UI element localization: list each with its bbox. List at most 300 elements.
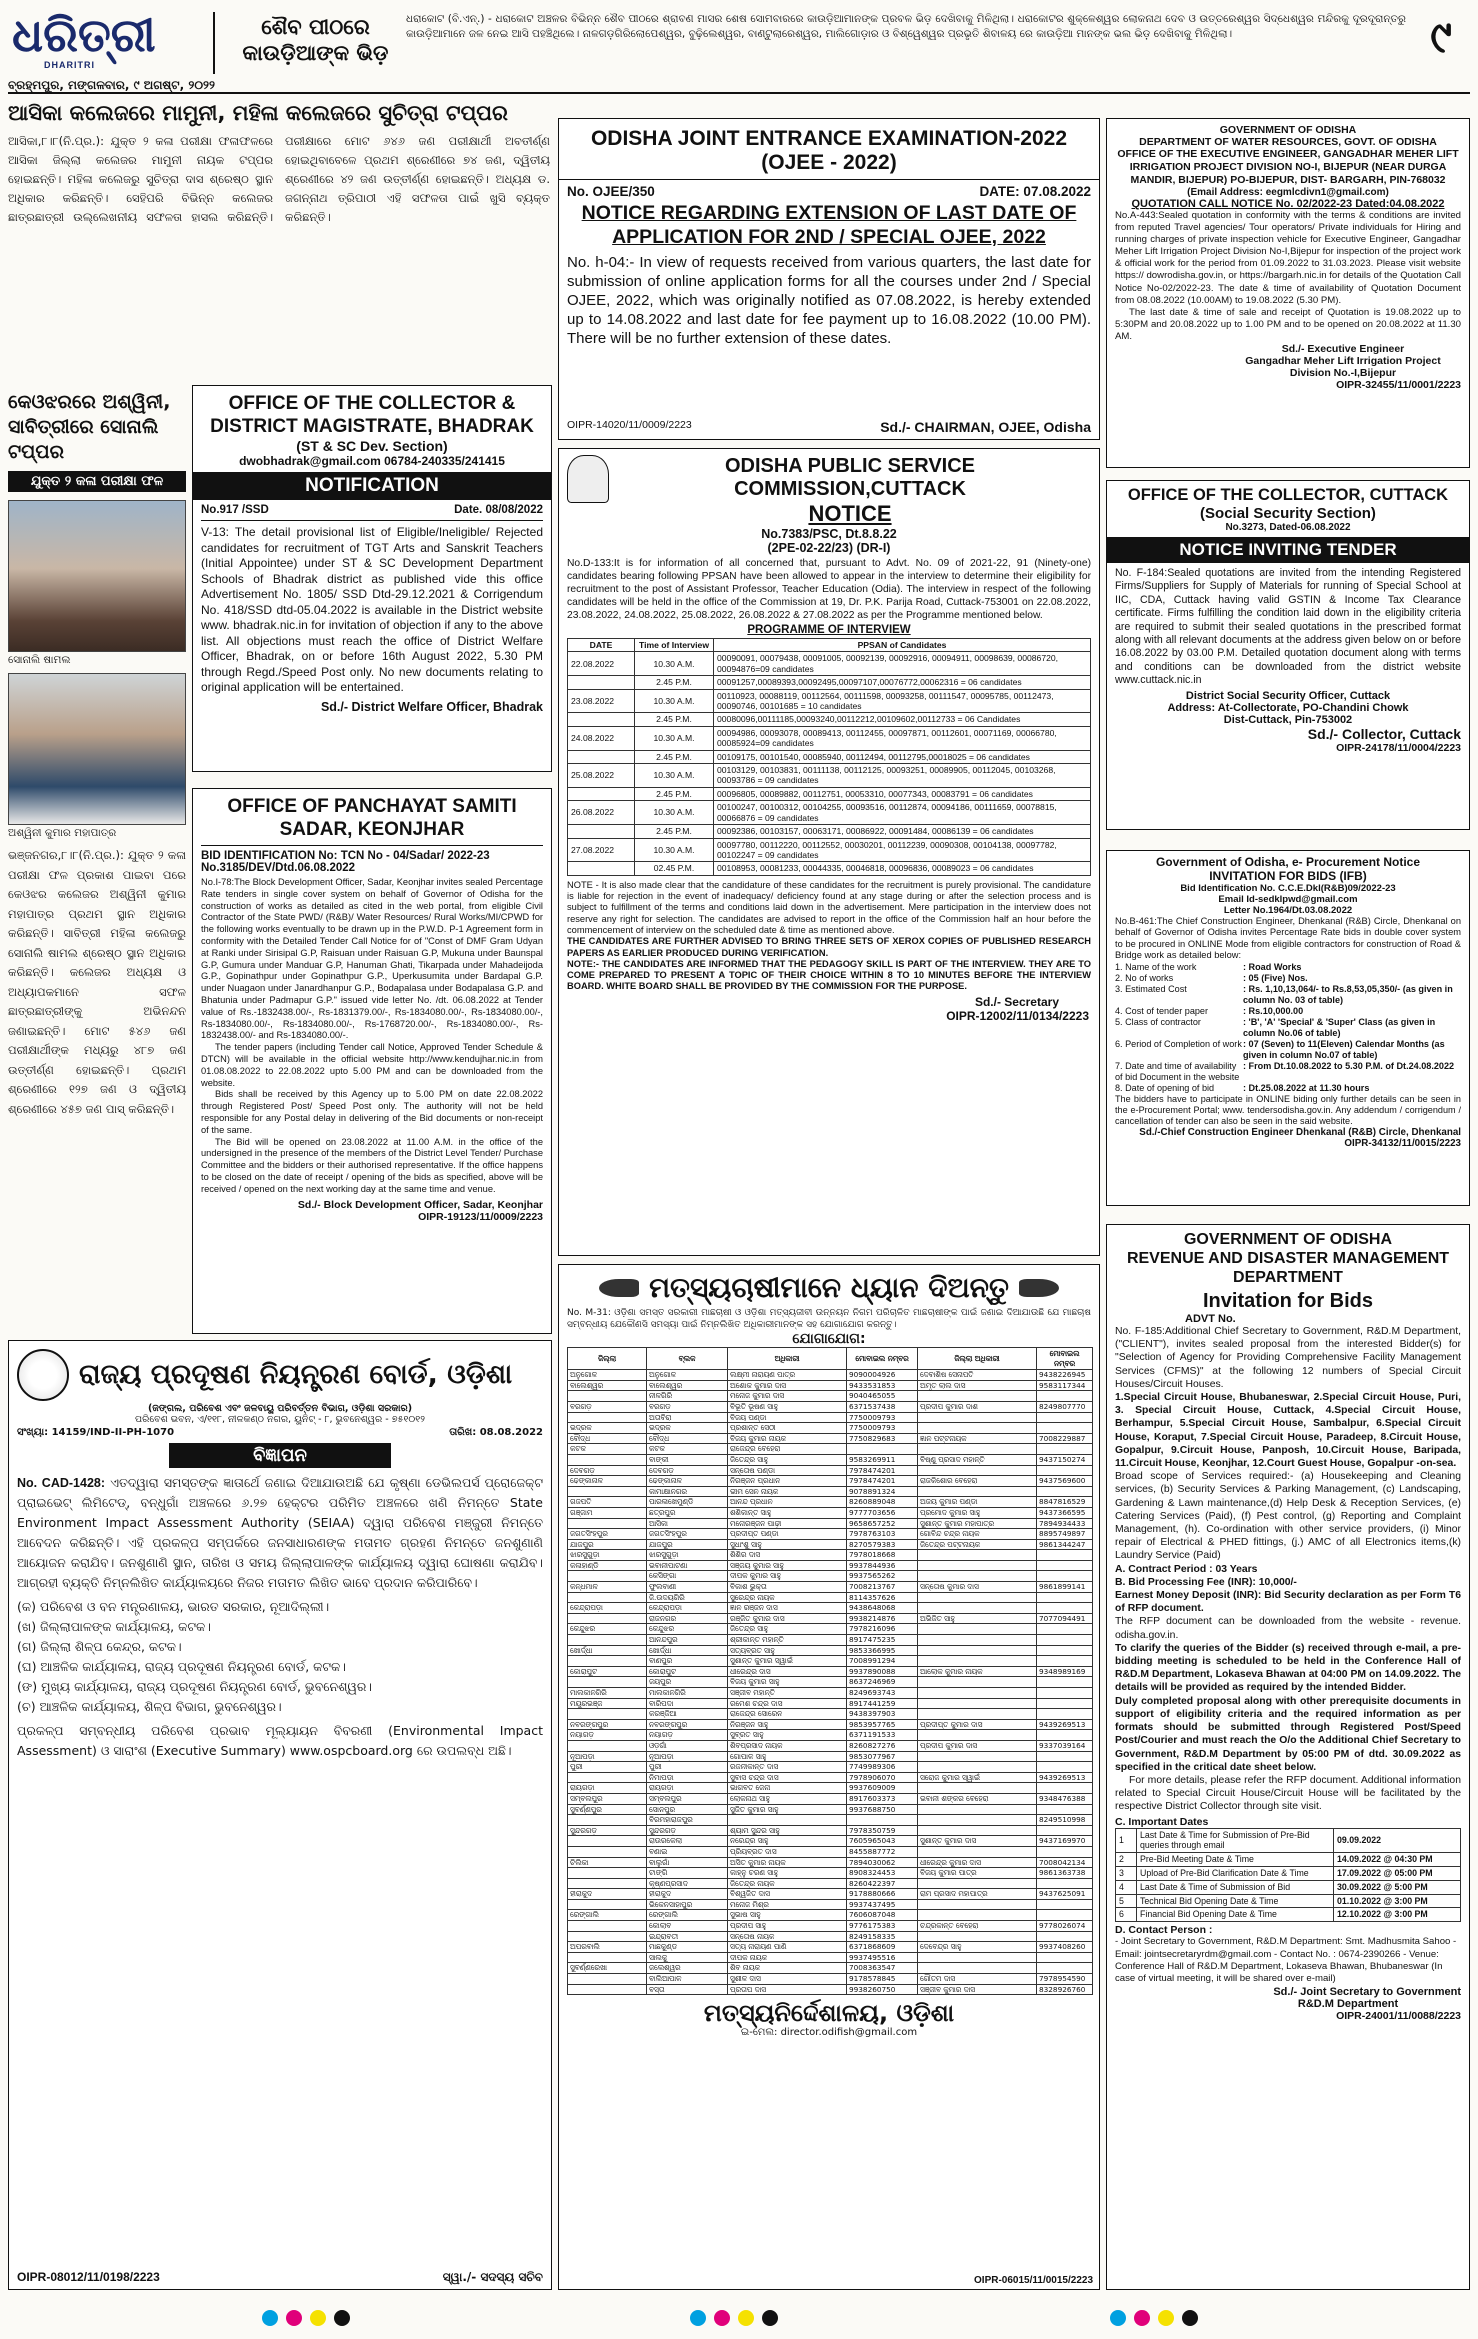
table-cell [918, 1444, 1037, 1455]
table-cell: 7008991294 [847, 1656, 918, 1667]
table-cell: ସୁଜିତ କୁମାର ସାହୁ [728, 1804, 847, 1815]
ad-opsc [558, 448, 1100, 1256]
magenta-dot [714, 2310, 730, 2326]
table-cell: 9937609009 [847, 1783, 918, 1794]
table-cell: 9040465055 [847, 1391, 918, 1402]
table-cell [918, 1688, 1037, 1699]
board-title: ରାଜ୍ୟ ପ୍ରଦୂଷଣ ନିୟନ୍ତ୍ରଣ ବୋର୍ଡ, ଓଡ଼ିଶା [79, 1359, 513, 1390]
table-cell: ଆଲୋକ କୁମାର ନାୟକ [918, 1666, 1037, 1677]
table-cell: ଓଡ଼ଗାଁ [647, 1740, 728, 1751]
table-cell: 9437625091 [1037, 1889, 1093, 1900]
emd: Earnest Money Deposit (INR): Bid Security declaration as per Form T6 of RFP document. [1115, 1590, 1461, 1615]
bid-id: Bid Identification No. C.C.E.Dkl(R&B)09/2022-23 [1180, 883, 1396, 894]
eproc-title: Government of Odisha, e- Procurement Notice [1155, 855, 1421, 869]
table-row [568, 1889, 1093, 1900]
table-cell [918, 1423, 1037, 1434]
table-cell: ଅଶୋକ କୁମାର ଦାସ [728, 1380, 847, 1391]
table-cell: 7978763103 [847, 1529, 918, 1540]
table-row [568, 1539, 1093, 1550]
signature: ସ୍ୱା./- ସଦସ୍ୟ ସଚିବ [442, 2270, 543, 2284]
table-cell [728, 1815, 847, 1826]
opsc-emblem [567, 455, 609, 503]
table-cell: 7606087048 [847, 1910, 918, 1921]
table-cell [1037, 1825, 1093, 1836]
table-cell: ନବରଙ୍ଗପୁର [647, 1719, 728, 1730]
table-row [568, 689, 1091, 713]
table-cell: ସୁଭାଷ ସାହୁ [728, 1910, 847, 1921]
table-cell: ଗଜପତି [568, 1497, 647, 1508]
teaser-title: ଶୈବ ପୀଠରେ କାଉଡ଼ିଆଙ୍କ ଭିଡ଼ [242, 15, 389, 65]
refer-note: For more details, please refer the RFP document. Additional information related to Special Circuit House/Circuit House will be facilitated by the respective District Collector through site visit. [1115, 1774, 1461, 1813]
cell-ppsan: 00103129, 00103831, 00111138, 00112125, 00093251, 00089905, 00112045, 00103268, 00093786 = 09 candidates [714, 764, 1091, 788]
table-cell [918, 1486, 1037, 1497]
table-cell [1037, 1391, 1093, 1402]
table-row [568, 1793, 1093, 1804]
table-cell: ଜିତେନ୍ଦ୍ର ସାହୁ [728, 1454, 847, 1465]
detail-row [1115, 1039, 1461, 1061]
table-row [568, 652, 1091, 676]
table-cell: ଅସିତ କୁମାର ନାୟକ [728, 1857, 847, 1868]
cell-time: 2.45 P.M. [635, 676, 714, 689]
table-row [568, 1751, 1093, 1762]
detail-row [1115, 984, 1461, 1006]
table-cell: ପୁରୀ [568, 1762, 647, 1773]
ojee-title: ODISHA JOINT ENTRANCE EXAMINATION-2022 [590, 127, 1068, 150]
table-cell [918, 1963, 1037, 1974]
table-cell: 8917603373 [847, 1793, 918, 1804]
table-row [568, 1454, 1093, 1465]
table-cell [568, 1656, 647, 1667]
table-cell: ସୁରେନ୍ଦ୍ର ନାୟକ [728, 1592, 847, 1603]
programme-title: PROGRAMME OF INTERVIEW [747, 624, 911, 636]
student-photo-2 [8, 673, 186, 825]
tender-body-4: The Bid will be opened on 23.08.2022 at 11.00 A.M. in the office of the undersigned in the presence of the members of the District Level Tender/ Purchase Committee and the bidders or their authorised representative. If the office happens to be closed on the date of receipt / opening of the bids as specified, above will be received / opened on the next working day at the same time and venue. [201, 1136, 543, 1194]
table-cell: କେନ୍ଦ୍ରାପଡ଼ା [647, 1603, 728, 1614]
table-cell: ସୁନ୍ଦରଗଡ଼ [647, 1825, 728, 1836]
sub-line-1: (ଜଙ୍ଗଲ, ପରିବେଶ ଏବଂ ଜଳବାୟୁ ପରିବର୍ତ୍ତନ ବିଭାଗ, ଓଡ଼ିଶା ସରକାର) [147, 1403, 413, 1414]
cell-ppsan: 00109175, 00101540, 00085940, 00112494, 00112795,00018025 = 06 candidates [714, 750, 1091, 763]
table-row [568, 1550, 1093, 1561]
ospcb-logo [17, 1349, 69, 1401]
table-cell: ଶିବପ୍ରସାଦ ନାୟକ [728, 1740, 847, 1751]
table-cell: ଢେଙ୍କାନାଳ [647, 1476, 728, 1487]
table-row [1116, 1828, 1461, 1853]
table-cell [568, 1613, 647, 1624]
table-cell: ମୟୂରଭଞ୍ଜ [568, 1698, 647, 1709]
cell-time: 02.45 P.M. [635, 862, 714, 875]
table-cell: ସଞ୍ଜୀବ ମହାନ୍ତି [728, 1688, 847, 1699]
table-cell [918, 1730, 1037, 1741]
notice-body: V-13: The detail provisional list of Eligible/Ineligible/ Rejected candidates for recruitment of TGT Arts and Sanskrit Teachers (Initial Appointee) under ST & SC Development Department Schools of Bhadrak district as published vide this office Advertisement No. 1805/ SSD Dtd-29.12.2021 & Corrigendum No. 418/SSD dtd-05.04.2022 is available in the District website www. bhadrak.nic.in for invitation of objection if any to the above list. All objections must reach the office of District Welfare Officer, Bhadrak, on or before 16th August 2022, 5.30 PM through Regd./Speed Post only. No new documents relating to original application will be entertained. [201, 525, 543, 694]
table-cell: ପ୍ରଦୀପ କୁମାର ଦାସ [918, 1740, 1037, 1751]
table-cell: 7978018668 [847, 1550, 918, 1561]
ad-ospcb [8, 1340, 552, 2290]
result-label: ଯୁକ୍ତ ୨ କଳା ପରୀକ୍ଷା ଫଳ [8, 471, 186, 492]
table-cell: ସୋନପୁର [647, 1804, 728, 1815]
fish-banner: ମତ୍ସ୍ୟଚାଷୀମାନେ ଧ୍ୟାନ ଦିଅନ୍ତୁ [559, 1265, 1099, 1307]
table-cell: ଆନନ୍ଦ ପ୍ରଧାନ [728, 1497, 847, 1508]
table-cell [568, 1984, 647, 1995]
table-cell: କାମାକ୍ଷାନଗର [647, 1486, 728, 1497]
cell-time: 10.30 A.M. [635, 652, 714, 676]
table-cell: କଳାହାଣ୍ଡି [568, 1560, 647, 1571]
cell-time: 10.30 A.M. [635, 689, 714, 713]
table-cell: 7894030062 [847, 1857, 918, 1868]
table-cell: ଅଜୟ କୁମାର ପଣ୍ଡା [918, 1497, 1037, 1508]
table-cell: କେନ୍ଦୁଝର [647, 1624, 728, 1635]
office-list: (କ) ପରିବେଶ ଓ ବନ ମନ୍ତ୍ରଣାଳୟ, ଭାରତ ସରକାର, ନୂଆଦିଲ୍ଲୀ। (ଖ) ଜିଲ୍ଲାପାଳଙ୍କ କାର୍ଯ୍ୟାଳୟ, କଟକ। (ଗ) ଜିଲ୍ଲା ଶିଳ୍ପ କେନ୍ଦ୍ର, କଟକ। (ଘ) ଆଞ୍ଚଳିକ କାର୍ଯ୍ୟାଳୟ, ରାଜ୍ୟ ପ୍ରଦୂଷଣ ନିୟନ୍ତ୍ରଣ ବୋର୍ଡ, କଟକ। (ଙ) ମୁଖ୍ୟ କାର୍ଯ୍ୟାଳୟ, ରାଜ୍ୟ ପ୍ରଦୂଷଣ ନିୟନ୍ତ୍ରଣ ବୋର୍ଡ, ଭୁବନେଶ୍ୱର। (ଚ) ଆଞ୍ଚଳିକ କାର୍ଯ୍ୟାଳୟ, ଶିଳ୍ପ ବିଭାଗ, ଭୁବନେଶ୍ୱର। [17, 1599, 372, 1714]
table-cell [918, 1571, 1037, 1582]
contact-table [567, 1347, 1093, 1995]
table-cell: କେସିଙ୍ଗା [647, 1571, 728, 1582]
table-row [568, 1613, 1093, 1624]
table-cell: ବିଭୂତି ଭୂଷଣ ସାହୁ [728, 1401, 847, 1412]
table-cell: ସୁଧାଂଶୁ ସାହୁ [728, 1539, 847, 1550]
table-cell: ସମ୍ବଲପୁର [568, 1793, 647, 1804]
table-cell: 6371537438 [847, 1401, 918, 1412]
detail-value: : Rs. 1,10,13,064/- to Rs.8,53,05,350/- (as given in column No. 03 of table) [1243, 983, 1453, 1005]
table-cell: 8637246969 [847, 1677, 918, 1688]
table-cell: 8917475235 [847, 1635, 918, 1646]
table-cell [918, 1751, 1037, 1762]
fish-footer: ମତ୍ସ୍ୟନିର୍ଦ୍ଦେଶାଳୟ, ଓଡ଼ିଶା [703, 1999, 955, 2028]
table-cell [1037, 1963, 1093, 1974]
table-cell [1037, 1688, 1093, 1699]
news-body: ଆସିକା,୮।୮(ନି.ପ୍ର.): ଯୁକ୍ତ ୨ କଳା ପରୀକ୍ଷା ଫଳାଫଳରେ ଆସିକା ଜିଲ୍ଲା କଲେଜର ମାମୁନୀ ନାୟକ ଟପ୍ପର ହୋଇଛନ୍ତି। ମହିଳା କଲେଜରୁ ସୁଚିତ୍ରା ଦାସ ଶ୍ରେଷ୍ଠ ସ୍ଥାନ ଅଧିକାର କରିଛନ୍ତି। ସେହିପରି ବିଭିନ୍ନ କଲେଜର ଛାତ୍ରଛାତ୍ରୀ ଉଲ୍ଲେଖନୀୟ ସଫଳତା ହାସଲ କରିଛନ୍ତି। ପରୀକ୍ଷାରେ ମୋଟ ୬୪୬ ଜଣ ପରୀକ୍ଷାର୍ଥୀ ଅବତୀର୍ଣ୍ଣ ହୋଇଥିବାବେଳେ ପ୍ରଥମ ଶ୍ରେଣୀରେ ୭୪ ଜଣ, ଦ୍ୱିତୀୟ ଶ୍ରେଣୀରେ ୪୨ ଜଣ ଉତ୍ତୀର୍ଣ୍ଣ ହୋଇଛନ୍ତି। ଅଧ୍ୟକ୍ଷ ଡ. ଜଗନ୍ନାଥ ତ୍ରିପାଠୀ ଏହି ସଫଳତା ପାଇଁ ଖୁସି ବ୍ୟକ୍ତ କରିଛନ୍ତି। [8, 134, 550, 224]
table-cell: ବସ୍ତା [647, 1984, 728, 1995]
table-cell: ଭବାନୀପାଟଣା [647, 1560, 728, 1571]
table-cell [918, 1899, 1037, 1910]
table-header: DATE [568, 639, 635, 652]
table-cell [1037, 1878, 1093, 1889]
table-cell [918, 1550, 1037, 1561]
prebid-note: To clarify the queries of the Bidder (s) received through e-mail, a pre-bidding meeting is scheduled to be held in the Conference Hall of R&D.M Department, Lokaseva Bhawan at 04:00 PM on 14.09.2022. The details will be provided as required by the intended Bidder. [1115, 1642, 1461, 1694]
table-cell: ବୌଦ୍ଧ [568, 1433, 647, 1444]
ref-no: No.917 /SSD [201, 504, 269, 516]
table-header: ଜିଲ୍ଲା [568, 1348, 647, 1370]
advertisement-bar: ବିଜ୍ଞାପନ [169, 1443, 391, 1468]
table-cell: ଗୋପାଳ ସାହୁ [728, 1751, 847, 1762]
table-cell: ନିରଞ୍ଜନ ସାହୁ [728, 1719, 847, 1730]
table-cell: କୋଲାବ [647, 1921, 728, 1932]
table-cell: ରଞ୍ଜିତ କୁମାର ଦାସ [728, 1613, 847, 1624]
table-cell: ବରଗଡ଼ [568, 1401, 647, 1412]
table-cell: ଦେବେନ୍ଦ୍ର ସାହୁ [918, 1942, 1037, 1953]
detail-key: 3. Estimated Cost [1115, 983, 1187, 994]
table-cell: ଯାଜପୁର [647, 1539, 728, 1550]
table-cell [1037, 1846, 1093, 1857]
table-cell [568, 1592, 647, 1603]
gov-title: GOVERNMENT OF ODISHA [1219, 124, 1357, 136]
table-cell: ସୁଶାନ୍ତ କୁମାର ସ୍ୱାଇଁ [728, 1656, 847, 1667]
table-row [568, 750, 1091, 763]
table-cell: କଟକ [647, 1444, 728, 1455]
table-row [568, 1560, 1093, 1571]
detail-row [1115, 1061, 1461, 1083]
table-cell: 7750009793 [847, 1412, 918, 1423]
table-cell [918, 1412, 1037, 1423]
table-cell [568, 1878, 647, 1889]
table-cell: ଝାରସୁଗୁଡ଼ା [647, 1550, 728, 1561]
address-line-2: Address: At-Collectorate, PO-Chandini Chowk [1167, 701, 1409, 714]
table-cell [568, 1412, 647, 1423]
table-cell: ସତ୍ୟବ୍ରତ ସାହୁ [728, 1645, 847, 1656]
ref-no: No.3185/DEV/Dtd.06.08.2022 [201, 862, 356, 874]
office-title: OFFICE OF THE COLLECTOR, CUTTACK [1127, 486, 1449, 504]
table-row [568, 1730, 1093, 1741]
table-cell [568, 1931, 647, 1942]
table-cell [568, 1836, 647, 1847]
table-cell [1037, 1762, 1093, 1773]
table-cell: ଜୟପୁର [647, 1677, 728, 1688]
table-header: ବ୍ଲକ [647, 1348, 728, 1370]
dept-title: REVENUE AND DISASTER MANAGEMENT DEPARTMENT [1126, 1250, 1450, 1286]
table-cell: ଜ୍ଞାନ ରଞ୍ଜନ ଦାସ [728, 1603, 847, 1614]
table-cell: ପୁରୀ [647, 1762, 728, 1773]
detail-row [1115, 973, 1461, 984]
table-cell: କେନ୍ଦ୍ରାପଡ଼ା [568, 1603, 647, 1614]
email: Email Id-sedklpwd@gmail.com [1218, 894, 1358, 905]
rfp-note: The RFP document can be downloaded from the website - revenue. odisha.gov.in. [1115, 1616, 1461, 1641]
cell-date: 23.08.2022 [568, 689, 635, 713]
table-cell: ଦୀପକ କୁମାର ସାହୁ [728, 1571, 847, 1582]
ref-date: Date. 08/08/2022 [454, 504, 543, 516]
table-cell [918, 1698, 1037, 1709]
table-cell: 8249158335 [847, 1931, 918, 1942]
oipr: OIPR-14020/11/0009/2223 [567, 419, 692, 431]
table-cell: 9348476388 [1037, 1793, 1093, 1804]
table-cell: ଯାଜପୁର [568, 1539, 647, 1550]
table-cell: ଫୁଲବାଣୀ [647, 1582, 728, 1593]
table-cell: ଭାଗବତ ଜେନା [728, 1783, 847, 1794]
table-cell: ନୟାଗଡ଼ [568, 1730, 647, 1741]
table-cell: ସନ୍ତୋଷ ପଣ୍ଡା [728, 1465, 847, 1476]
table-cell [918, 1931, 1037, 1942]
cell-no: 2 [1116, 1853, 1137, 1867]
table-cell [1037, 1698, 1093, 1709]
processing-fee: B. Bid Processing Fee (INR): 10,000/- [1115, 1576, 1297, 1588]
table-cell: 9438226945 [1037, 1370, 1093, 1381]
cell-no: 3 [1116, 1866, 1137, 1880]
table-cell: 6371868609 [847, 1942, 918, 1953]
table-cell: ସଞ୍ଜୀବ କୁମାର ଦାସ [918, 1984, 1037, 1995]
table-cell: 7978954590 [1037, 1974, 1093, 1985]
lead-no: No. CAD-1428: [17, 1476, 106, 1490]
advt-no: ADVT No. [1185, 1313, 1236, 1325]
table-cell [918, 1603, 1037, 1614]
table-cell: ସୁବର୍ଣ୍ଣପୁର [568, 1804, 647, 1815]
table-cell: 9938214876 [847, 1613, 918, 1624]
table-cell: ନିମାପଡ଼ା [647, 1772, 728, 1783]
notice-body: No.B-461:The Chief Construction Engineer, Dhenkanal (R&B) Circle, Dhenkanal on behalf of Governor of Odisha invites Percentage Rate bids in double cover system to be procured in ONLINE Mode from eligible contractors for construction of Road & Bridge work as detailed below: [1115, 916, 1461, 961]
table-cell: ଜ୍ଞାନ ପଟ୍ଟନାୟକ [918, 1433, 1037, 1444]
ad-bhadrak [192, 385, 552, 772]
photo-caption-1: ସୋନାଲି ଷାମଲ [8, 654, 71, 666]
table-cell: କନ୍ଧମାଳ [568, 1582, 647, 1593]
table-row [1116, 1894, 1461, 1908]
table-cell: ରାଜେନ୍ଦ୍ର ବେହେରା [728, 1444, 847, 1455]
cell-date: 24.08.2022 [568, 726, 635, 750]
address-line-3: Dist-Cuttack, Pin-753002 [1223, 713, 1353, 726]
fish-icon [1019, 1279, 1059, 1297]
tender-body-2: The tender papers (including Tender call Notice, Approved Tender Schedule & DTCN) will be available in the official website http://www.kendujhar.nic.in from 01.08.08.2022 to 22.08.2022 upto 5.00 PM and can be downloaded from the website. [201, 1042, 543, 1088]
table-cell: ରାଜକିଶୋର ବେହେରା [918, 1476, 1037, 1487]
table-row [568, 1486, 1093, 1497]
tender-body: No.I-78:The Block Development Officer, Sadar, Keonjhar invites sealed Percentage Rate tenders in single cover system on behalf of Governor of Odisha for the construction of works as detailed as cited in the web portal, from eligible Civil Contractor of the State PWD/ (R&B)/ Water Resources/ Rural Works/MI/CPWD for the following works eventually to be drawn up in the P.W.D. P-1 Agreement form in conformity with the Detailed Tender Call Notice for of "Const of DMF Gram Udyan at Ranki under Sirisipal G.P, Raisuan under Raisuan G.P, Mukuna under Baunspal G.P, Gumura under Manduar G.P, Hanuman Ghati, Tikarpada under Mahadeijoda G.P., Gopinathpur under Gopinathpur G.P., Uperkusumita under Bardapal G.P. under Nuagaon under Janardhanpur G.P., Bodapalasa under Bodapalasa G.P. and Bhatunia under Padmapur G.P." issued vide letter No. /dt. 06.08.2022 at Tender value of Rs.-1832438.00/-, Rs-1831379.00/-, Rs-1834080.00/-, Rs-1834080.00/-, Rs-1834080.00/-, Rs-1834080.00/-, Rs-1768720.00/-, Rs-1834080.00/-, Rs-1832438.00/- and Rs-1834080.00/-. [201, 877, 543, 1041]
table-row [568, 1518, 1093, 1529]
contact-details: - Joint Secretary to Government, R&D.M Department: Smt. Madhusmita Sahoo - Email: jointsecretaryrdm@gmail.com - Contact No. : 0674-2390266 - Venue: Conference Hall of R&D.M Department, Lokaseva Bhawan, Bhubaneswar (In case of virtual meeting, it will be shared over e-mail) [1115, 1936, 1457, 1985]
table-cell: 9438397903 [847, 1709, 918, 1720]
registration-marks [0, 2300, 1478, 2336]
table-row [568, 1571, 1093, 1582]
table-cell: ରମେଶ ଚନ୍ଦ୍ର ଦାସ [728, 1698, 847, 1709]
cell-date: 25.08.2022 [568, 764, 635, 788]
oipr: OIPR-32455/11/0001/2223 [1336, 379, 1461, 392]
table-cell: 8249693743 [847, 1688, 918, 1699]
cell-time: 10.30 A.M. [635, 764, 714, 788]
cell-ppsan: 00091257,00089393,00092495,00097107,00076772,00062316 = 06 candidates [714, 676, 1091, 689]
table-cell [918, 1592, 1037, 1603]
table-cell [568, 1391, 647, 1402]
table-cell: 8328926760 [1037, 1984, 1093, 1995]
table-cell: ବିରମହାରାଜପୁର [647, 1815, 728, 1826]
fish-icon [599, 1279, 639, 1297]
table-cell: 7978474201 [847, 1476, 918, 1487]
table-row [568, 1698, 1093, 1709]
cell-date [568, 676, 635, 689]
table-row [568, 1582, 1093, 1593]
table-cell: ଲୋକନାଥ ସାହୁ [728, 1793, 847, 1804]
table-cell [918, 1783, 1037, 1794]
table-cell: ରାମ ପ୍ରସାଦ ମହାପାତ୍ର [918, 1889, 1037, 1900]
table-cell [1037, 1444, 1093, 1455]
table-cell: ଆସିକା [647, 1518, 728, 1529]
table-cell: ଜଗତସିଂହପୁର [647, 1529, 728, 1540]
note-1: NOTE - It is also made clear that the candidature of these candidates for the recruitment is purely provisional. The candidature is liable for rejection in the event of inadequacy/ deficiency found at any stage during or after the selection process and is subject to fulfillment of the terms and conditions laid down in the advertisement. Mere participation in the interview does not reserve any right for selection. The candidates are advised to report in the office of the Commission half an hour before the commencement of interview on the scheduled date & time as mentioned above. [567, 879, 1091, 935]
table-cell: ହୀରାକୁଦ [568, 1889, 647, 1900]
notice-body: No. h-04:- In view of requests received from various quarters, the last date for submission of online application forms for all the courses under 2nd / Special OJEE, 2022, which was originally notified as 07.08.2022, is hereby extended up to 14.08.2022 and last date for fee payment up to 16.08.2022 (10.00 PM). There will be no further extension of these dates. [567, 254, 1091, 347]
news-keonjhar [8, 390, 186, 1334]
table-cell: ନବରଙ୍ଗପୁର [568, 1719, 647, 1730]
detail-value: : 'B', 'A' 'Special' & 'Super' Class (as given in column No.06 of table) [1243, 1016, 1436, 1038]
cell-ppsan: 00096805, 00089882, 00112751, 00053310, 00077343, 00083791 = 06 candidates [714, 787, 1091, 800]
cell-time: 2.45 P.M. [635, 750, 714, 763]
table-cell: 9937844936 [847, 1560, 918, 1571]
table-row [568, 1952, 1093, 1963]
signature-office: Gangadhar Meher Lift Irrigation Project Division No.-I,Bijepur [1245, 355, 1441, 380]
office-title: OFFICE OF PANCHAYAT SAMITI SADAR, KEONJHAR [227, 796, 517, 840]
table-cell: ଦେବଗଡ଼ [568, 1465, 647, 1476]
table-cell: 9437150274 [1037, 1454, 1093, 1465]
cell-date: 26.08.2022 [568, 801, 635, 825]
cell-event: Technical Bid Opening Date & Time [1137, 1894, 1334, 1908]
table-row [568, 1815, 1093, 1826]
detail-key: 7. Date and time of availability of bid Document in the website [1115, 1060, 1240, 1082]
table-cell: 9178578845 [847, 1974, 918, 1985]
table-cell: ବିଜୟ କୁମାର ନାୟକ [728, 1433, 847, 1444]
fish-intro: No. M-31: ଓଡ଼ିଶା ସମସ୍ତ ସରକାରୀ ମାଛଚାଷୀ ଓ ଓଡ଼ିଶା ମତ୍ସ୍ୟଜୀବୀ ଉନ୍ନୟନ ନିଗମ ପରିଚାଳିତ ମାଛଚାଷୀଙ୍କ ପାଇଁ ଜଣାଇ ଦିଆଯାଉଛି ଯେ ମାଛଚାଷ ସମ୍ବନ୍ଧୀୟ ଯେକୌଣସି ସମସ୍ୟା ପାଇଁ ନିମ୍ନଲିଖିତ ଅଧିକାରୀମାନଙ୍କ ସହ ଯୋଗାଯୋଗ କରନ୍ତୁ। [567, 1308, 1091, 1330]
table-cell [1037, 1709, 1093, 1720]
cell-ppsan: 00108953, 00081233, 00044335, 00046818, 00096836, 00089023 = 06 candidates [714, 862, 1091, 875]
table-cell: ଅନୁଗୋଳ [647, 1370, 728, 1381]
table-cell: 8260889048 [847, 1497, 918, 1508]
office-title: OFFICE OF THE EXECUTIVE ENGINEER, GANGADHAR MEHER LIFT IRRIGATION PROJECT DIVISION NO-I, BIJEPUR (NEAR DURGA MANDIR, BIJEPUR) PO-BIJEPUR, DIST- BARGARH, PIN-768032 [1117, 148, 1459, 186]
table-cell: 9090004926 [847, 1370, 918, 1381]
ref-no: ସଂଖ୍ୟା: 14159/IND-II-PH-1070 [17, 1427, 175, 1438]
table-cell [918, 1825, 1037, 1836]
table-row [568, 1963, 1093, 1974]
table-cell: 9853366995 [847, 1645, 918, 1656]
table-cell: ବିଜୟ କୁମାର ସାହୁ [728, 1677, 847, 1688]
address-line-1: District Social Security Officer, Cuttack [1185, 689, 1391, 702]
table-cell: 7008229887 [1037, 1433, 1093, 1444]
table-cell [1037, 1571, 1093, 1582]
oipr: OIPR-24178/11/0004/2223 [1336, 741, 1461, 754]
table-cell [918, 1804, 1037, 1815]
ad-keonjhar-tender [192, 788, 552, 1334]
table-cell [1037, 1730, 1093, 1741]
teaser-body: ଧରାକୋଟ (ବି.ଏନ୍.) - ଧରାକୋଟ ଅଞ୍ଚଳର ବିଭିନ୍ନ ଶୈବ ପୀଠରେ ଶ୍ରାବଣ ମାସର ଶେଷ ସୋମବାରରେ କାଉଡ଼ିଆମାନଙ୍କ ପ୍ରବଳ ଭିଡ଼ ଦେଖିବାକୁ ମିଳିଥିଲା। ଧରାକୋଟର ଶୁକ୍ଳେଶ୍ୱର ଲୋକନାଥ ଦେବ ଓ ଉତ୍ତରେଶ୍ୱର ସିଦ୍ଧେଶ୍ୱର ମନ୍ଦିରକୁ ଦୂରଦୂରାନ୍ତରୁ କାଉଡ଼ିଆମାନେ ଜଳ ନେଇ ଆସି ପହଞ୍ଚିଥିଲେ। ନାଳଗଡ଼ଗିରିଲୋପେଶ୍ୱର, ବୁଢ଼ିଲେଶ୍ୱର, ବାଣ୍ଟୁଲାରେଶ୍ୱର, ମାଲିଗୋଡ଼ାର ଓ ବିଶ୍ୱେଶ୍ୱର ପ୍ରଭୃତି ଶିବାଳୟ ରେ କାଉଡ଼ିଆ ମାନଙ୍କ ଭଲ ଭିଡ଼ ଦେଖିବାକୁ ମିଳିଥିଲା। [406, 13, 1406, 40]
table-row [1116, 1866, 1461, 1880]
cyan-dot [690, 2310, 706, 2326]
table-cell: 8249807770 [1037, 1401, 1093, 1412]
dates-heading: C. Important Dates [1115, 1815, 1209, 1828]
table-cell: ଶଶିକାନ୍ତ ସାହୁ [728, 1507, 847, 1518]
detail-value: : Rs.10,000.00 [1243, 1005, 1304, 1016]
cell-date [568, 862, 635, 875]
ad-ojee [558, 118, 1100, 440]
signature: Sd./- Block Development Officer, Sadar, Keonjhar [297, 1198, 543, 1211]
table-cell: ସୁଶାନ୍ତ କୁମାର ଦାସ [918, 1836, 1037, 1847]
cell-ppsan: 00100247, 00100312, 00104255, 00093516, 00112874, 00094186, 00111659, 00078815, 00066876 = 09 candidates [714, 801, 1091, 825]
table-cell: 9937565262 [847, 1571, 918, 1582]
cell-date: 30.09.2022 @ 5:00 PM [1334, 1880, 1461, 1894]
table-cell: ବରଗଡ଼ [647, 1401, 728, 1412]
table-cell [568, 1454, 647, 1465]
table-cell: 7077094491 [1037, 1613, 1093, 1624]
table-cell: ମନୋରଞ୍ଜନ ପାଢ଼ୀ [728, 1518, 847, 1529]
table-cell [847, 1815, 918, 1826]
ad-dhenkanal [1106, 850, 1470, 1206]
circuit-houses: 1.Special Circuit House, Bhubaneswar, 2.Special Circuit House, Puri, 3. Special Circuit House, Cuttack, 4.Special Circuit House, Berhampur, 5.Special Circuit House, Sambalpur, 6.Special Circuit House, Koraput, 7.Special Circuit House, Paradeep, 8.Circuit House, Gopalpur, 9.Circuit House, Panposh, 10.Circuit House, Baripada, 11.Circuit House, Keonjhar, 12.Court Guest House, Gopalpur -on-sea. [1115, 1392, 1461, 1470]
table-cell [1037, 1550, 1093, 1561]
notice-body-2: The bidders have to participate in ONLINE biding only further details can be seen in the e-Procurement Portal; www. tendersodisha.gov.in. Any addendum / corrigendum / cancellation of tender can also be seen in the said website. [1115, 1093, 1461, 1126]
table-cell [1037, 1423, 1093, 1434]
table-cell: 9583117344 [1037, 1380, 1093, 1391]
table-cell: ବଣାଇ [647, 1846, 728, 1857]
cell-ppsan: 00080096,00111185,00093240,00112212,00109602,00112733 = 06 Candidates [714, 713, 1091, 726]
table-row [568, 1688, 1093, 1699]
table-cell: ସୁଶାନ୍ତ କୁମାର ମହାପାତ୍ର [918, 1518, 1037, 1529]
cell-event: Pre-Bid Meeting Date & Time [1137, 1853, 1334, 1867]
table-cell [568, 1974, 647, 1985]
ojee-subtitle: (OJEE - 2022) [761, 151, 897, 174]
cell-no: 4 [1116, 1880, 1137, 1894]
table-cell: ସାଲକୁ [647, 1952, 728, 1963]
table-cell: ପ୍ରତାପ ଦାସ [728, 1984, 847, 1995]
table-cell [1037, 1412, 1093, 1423]
table-cell: ଗୌତମ ଦାସ [918, 1974, 1037, 1985]
table-cell: ପ୍ରଦୀପ୍ତ ପଣ୍ଡା [728, 1529, 847, 1540]
table-cell: ରାୟଗଡ଼ା [568, 1783, 647, 1794]
table-cell: ବିଜୟ କୁମାର ପାତ୍ର [918, 1868, 1037, 1879]
notice-body: No. F-184:Sealed quotations are invited from the intending Registered Firms/Suppliers for Supply of Materials for running of Special School at IIC, CDA, Cuttack having valid GSTIN & Income Tax Clearance certificate. Firms fulfilling the condition laid down in the eligibility criteria are required to submit their sealed quotations in the prescribed format along with all relevant documents at the address given below on or before 16.08.2022 by 03.00 P.M. Detailed quotation document along with terms and conditions can be downloaded from the district website www.cuttack.nic.in [1115, 567, 1461, 687]
cell-time: 2.45 P.M. [635, 825, 714, 838]
table-cell: ନରେନ୍ଦ୍ର ସାହୁ [728, 1836, 847, 1847]
table-cell [1037, 1783, 1093, 1794]
table-cell: ଗଞ୍ଜାମ [568, 1507, 647, 1518]
table-row [568, 1772, 1093, 1783]
